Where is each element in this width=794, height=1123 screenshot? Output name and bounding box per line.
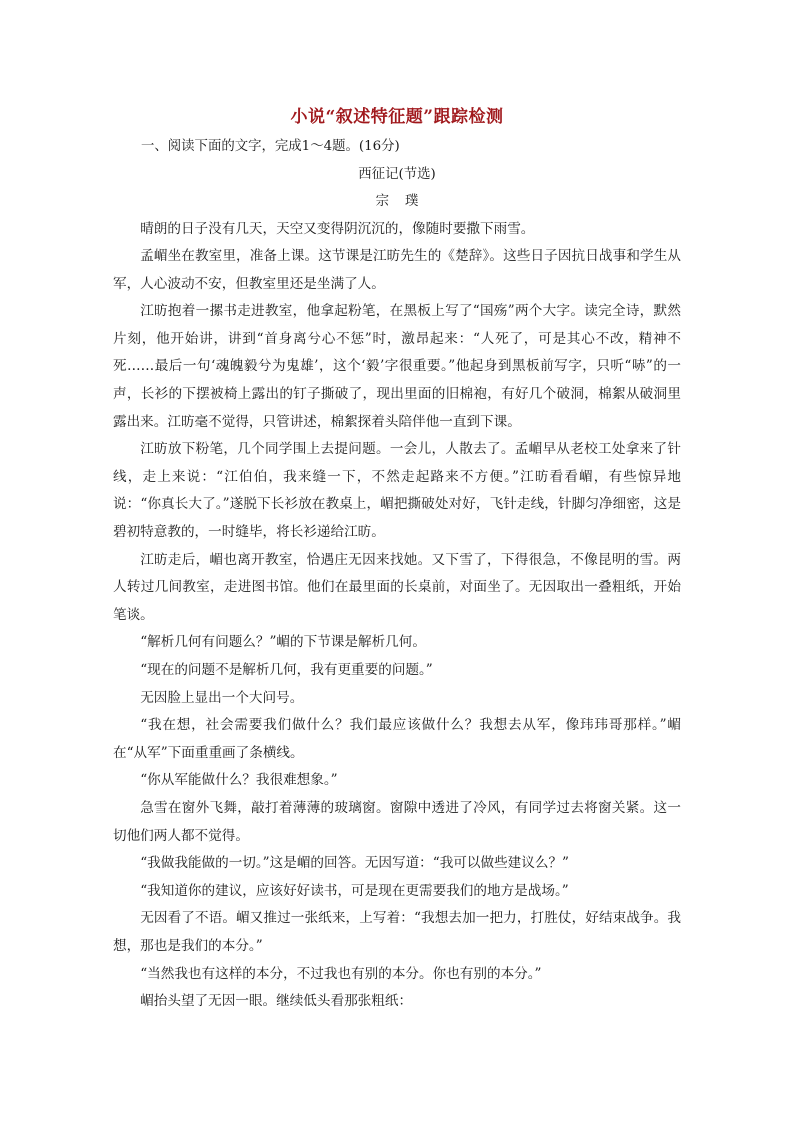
passage-title: 西征记(节选) [358, 166, 436, 182]
paragraph: “我知道你的建议，应该好好读书，可是现在更需要我们的地方是战场。” [140, 882, 569, 899]
paragraph: 江昉抱着一摞书走进教室，他拿起粉笔，在黑板上写了“国殇”两个大字。读完全诗，默然片刻，他开始讲，讲到“首身离兮心不惩”时，激昂起来：“人死了，可是其心不改，精神不死……最后一句‘魂魄毅兮为鬼雄’，这个‘毅’字很重要。”他起身到黑板前写字，只听“哧”的一声，长衫的下摆被椅上露出的钉子撕破了，现出里面的旧棉袍，有好几个破洞，棉絮从破洞里露出来。江昉毫不觉得，只管讲述，棉絮探着头陪伴他一直到下课。 [113, 303, 681, 430]
paragraph: 无因看了不语。嵋又推过一张纸来，上写着：“我想去加一把力，打胜仗，好结束战争。我想，那也是我们的本分。” [113, 910, 681, 954]
document-title: 小说“叙述特征题”跟踪检测 [290, 107, 504, 127]
passage-author: 宗璞 [375, 194, 435, 209]
paragraph: “我做我能做的一切。”这是嵋的回答。无因写道：“我可以做些建议么？” [140, 855, 569, 872]
paragraph: “解析几何有问题么？”嵋的下节课是解析几何。 [140, 634, 426, 651]
paragraph: 孟嵋坐在教室里，准备上课。这节课是江昉先生的《楚辞》。这些日子因抗日战事和学生从军，人心波动不安，但教室里还是坐满了人。 [113, 248, 681, 292]
paragraph: “当然我也有这样的本分，不过我也有别的本分。你也有别的本分。” [140, 965, 542, 982]
paragraph: 嵋抬头望了无因一眼。继续低头看那张粗纸： [140, 993, 413, 1010]
question-intro: 一、阅读下面的文字，完成1～4题。(16分) [141, 139, 400, 154]
paragraph: 江昉走后，嵋也离开教室，恰遇庄无因来找她。又下雪了，下得很急，不像昆明的雪。两人转过几间教室，走进图书馆。他们在最里面的长桌前，对面坐了。无因取出一叠粗纸，开始笔谈。 [113, 551, 681, 623]
paragraph: 无因脸上显出一个大问号。 [140, 689, 304, 706]
document-page [113, 104, 681, 1016]
paragraph: “我在想，社会需要我们做什么？我们最应该做什么？我想去从军，像玮玮哥那样。”嵋在“从军”下面重重画了条横线。 [113, 717, 681, 761]
passage-body [113, 216, 681, 1016]
paragraph: 晴朗的日子没有几天，天空又变得阴沉沉的，像随时要撒下雨雪。 [140, 220, 535, 237]
paragraph: “你从军能做什么？我很难想象。” [140, 772, 338, 789]
paragraph: “现在的问题不是解析几何，我有更重要的问题。” [140, 662, 433, 678]
paragraph: 江昉放下粉笔，几个同学围上去提问题。一会儿，人散去了。孟嵋早从老校工处拿来了针线，走上来说：“江伯伯，我来缝一下，不然走起路来不方便。”江昉看看嵋，有些惊异地说：“你真长大了。”遂脱下长衫放在教桌上，嵋把撕破处对好，飞针走线，针脚匀净细密，这是碧初特意教的，一时缝毕，将长衫递给江昉。 [113, 441, 681, 541]
paragraph: 急雪在窗外飞舞，敲打着薄薄的玻璃窗。窗隙中透进了冷风，有同学过去将窗关紧。这一切他们两人都不觉得。 [113, 799, 681, 844]
